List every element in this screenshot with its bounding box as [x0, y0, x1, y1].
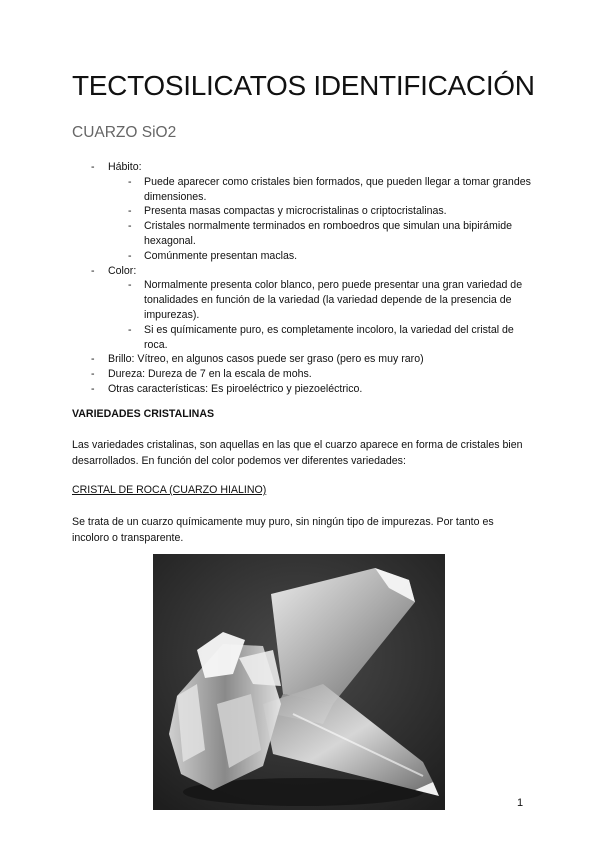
habito-subitem: - Puede aparecer como cristales bien formados, que pueden llegar a tomar grandes dimensiones. [144, 175, 538, 205]
color-subitem: - Si es químicamente puro, es completamente incoloro, la variedad del cristal de roca. [144, 323, 538, 353]
list-item-brillo: - Brillo: Vítreo, en algunos casos puede ser graso (pero es muy raro) [88, 352, 538, 367]
color-label: Color: [108, 264, 137, 277]
color-subitem: - Normalmente presenta color blanco, pero puede presentar una gran variedad de tonalidades en función de la variedad (la variedad depende de la presencia de impurezas). [144, 278, 538, 322]
subsection-heading: CRISTAL DE ROCA (CUARZO HIALINO) [72, 484, 267, 496]
quartz-crystal-photo [153, 554, 445, 810]
list-item-dureza: - Dureza: Dureza de 7 en la escala de mohs. [88, 367, 538, 382]
habito-subitem: - Presenta masas compactas y microcristalinas o criptocristalinas. [144, 204, 538, 219]
document-subtitle: CUARZO SiO2 [72, 124, 177, 141]
section-paragraph: Las variedades cristalinas, son aquellas en las que el cuarzo aparece en forma de cristales bien desarrollados. En función del color podemos ver diferentes variedades: [72, 439, 523, 467]
section-heading: VARIEDADES CRISTALINAS [72, 408, 215, 420]
page-number: 1 [517, 797, 524, 809]
habito-subitem: - Cristales normalmente terminados en romboedros que simulan una bipirámide hexagonal. [144, 219, 538, 249]
document-title: TECTOSILICATOS IDENTIFICACIÓN [72, 70, 535, 101]
list-item-color [88, 264, 538, 353]
properties-list [88, 160, 538, 397]
list-item-otras: - Otras características: Es piroeléctrico y piezoeléctrico. [88, 382, 538, 397]
quartz-crystal-illustration [153, 554, 445, 810]
habito-subitem: - Comúnmente presentan maclas. [144, 249, 538, 264]
list-item-habito [88, 160, 538, 264]
subsection-paragraph: Se trata de un cuarzo químicamente muy puro, sin ningún tipo de impurezas. Por tanto es incoloro o transparente. [72, 516, 494, 544]
habito-label: Hábito: [108, 161, 142, 173]
